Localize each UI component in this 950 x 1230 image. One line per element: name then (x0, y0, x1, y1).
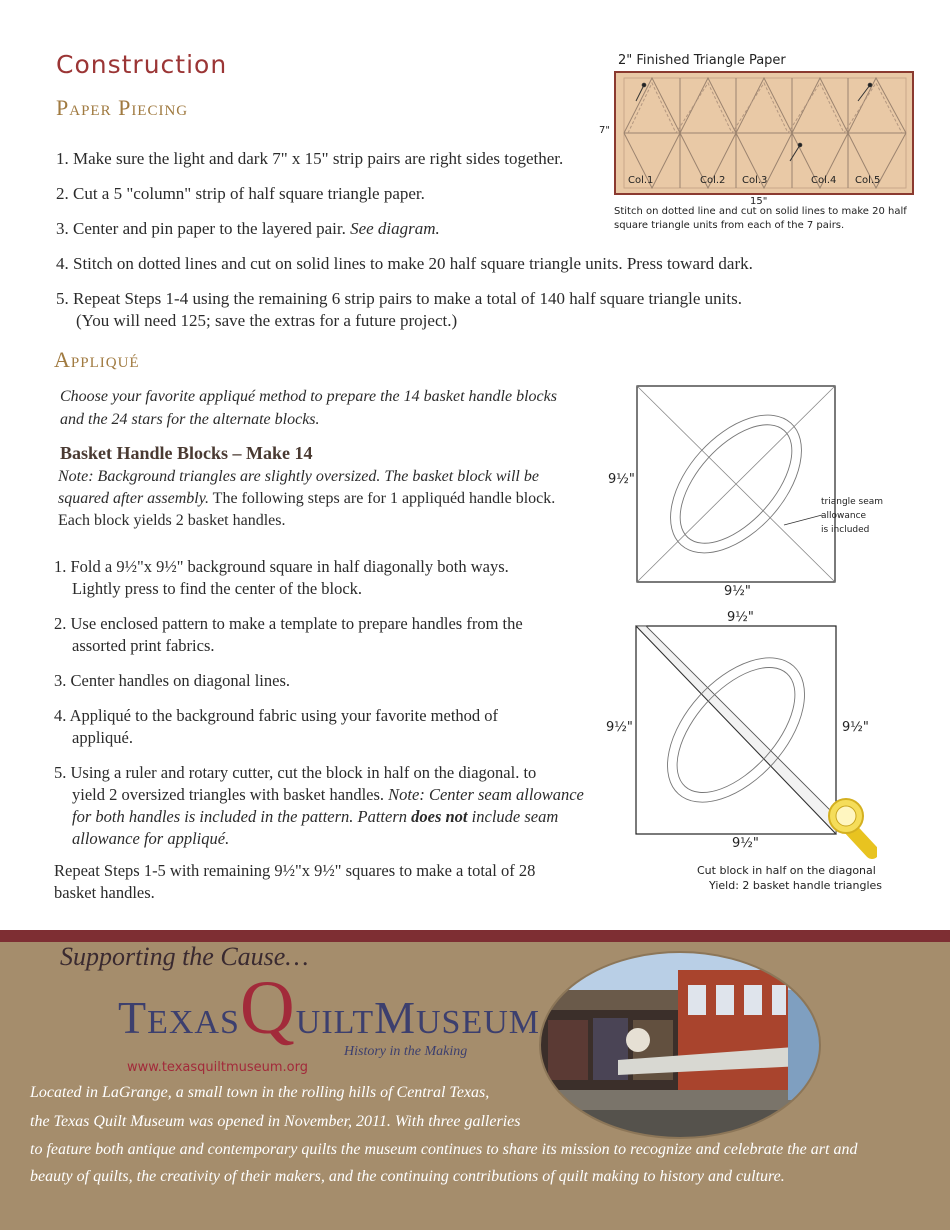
footer-text-line-4: beauty of quilts, the creativity of their makers, and the continuing contributions of quilt making to history and culture. (30, 1168, 785, 1185)
footer-text-line-3: to feature both antique and contemporary quilts the museum continues to share its mission to recognize and celebrate the art and (30, 1141, 858, 1158)
col-label-3: Col.3 (742, 175, 768, 186)
paper-step-4: 4. Stitch on dotted lines and cut on solid lines to make 20 half square triangle units. Press toward dark. (56, 254, 753, 273)
paper-step-5: 5. Repeat Steps 1-4 using the remaining 6 strip pairs to make a total of 140 half square triangle units. (You will need 125; save the extras for a future project.) (56, 289, 742, 330)
triangle-caption: Stitch on dotted line and cut on solid lines to make 20 half square triangle units from each of the 7 pairs. (614, 206, 907, 231)
col-label-5: Col.5 (855, 175, 881, 186)
block1-side-label: 9½" (608, 472, 635, 487)
paper-step-2: 2. Cut a 5 "column" strip of half square triangle paper. (56, 184, 425, 203)
museum-photo (538, 950, 822, 1140)
triangle-paper-title: 2" Finished Triangle Paper (618, 53, 786, 68)
block2-top-label: 9½" (727, 610, 754, 625)
footer-text-line-2: the Texas Quilt Museum was opened in November, 2011. With three galleries (30, 1113, 521, 1130)
footer-bar (0, 930, 950, 942)
basket-handle-title: Basket Handle Blocks – Make 14 (60, 443, 313, 463)
block2-right-label: 9½" (842, 720, 869, 735)
applique-step-1: 1. Fold a 9½"x 9½" background square in half diagonally both ways. Lightly press to find the center of the block. (54, 557, 509, 598)
applique-intro: Choose your favorite appliqué method to prepare the 14 basket handle blocks and the 24 stars for the alternate blocks. (60, 388, 557, 428)
triangle-height-label: 7" (599, 125, 610, 136)
museum-logo: TEXASQUILTMUSEUM (118, 966, 541, 1050)
basket-handle-note: Note: Background triangles are slightly oversized. The basket block will be squared after assembly. The following steps are for 1 appliquéd handle block. Each block yields 2 basket handles. (58, 468, 556, 529)
block2-left-label: 9½" (606, 720, 633, 735)
supporting-heading: Supporting the Cause… (60, 942, 309, 971)
applique-step-5: 5. Using a ruler and rotary cutter, cut the block in half on the diagonal. to yield 2 oversized triangles with basket handles. Note: Center seam allowance for both handles is included in the pattern. Pattern does not include seam allowance for appliqué. (54, 763, 584, 848)
museum-url[interactable]: www.texasquiltmuseum.org (127, 1060, 308, 1075)
applique-step-2: 2. Use enclosed pattern to make a template to prepare handles from the assorted print fabrics. (54, 614, 523, 655)
applique-heading: Appliqué (54, 347, 140, 372)
col-label-1: Col.1 (628, 175, 654, 186)
block1-bottom-label: 9½" (724, 584, 751, 599)
triangle-width-label: 15" (750, 196, 768, 207)
applique-step-3: 3. Center handles on diagonal lines. (54, 671, 290, 690)
col-label-2: Col.2 (700, 175, 726, 186)
paper-step-3: 3. Center and pin paper to the layered pair. See diagram. (56, 219, 440, 238)
repeat-instruction: Repeat Steps 1-5 with remaining 9½"x 9½" squares to make a total of 28 basket handles. (54, 861, 536, 902)
block-diagram-cut (632, 624, 877, 864)
footer-text-line-1: Located in LaGrange, a small town in the rolling hills of Central Texas, (30, 1084, 490, 1101)
block2-caption: Cut block in half on the diagonal Yield: 2 basket handle triangles (697, 864, 883, 892)
block-diagram-fold (636, 385, 838, 585)
paper-piecing-heading: Paper Piecing (56, 95, 189, 120)
page-title: Construction (56, 50, 228, 79)
applique-step-4: 4. Appliqué to the background fabric using your favorite method of appliqué. (54, 706, 499, 747)
col-label-4: Col.4 (811, 175, 837, 186)
block2-bottom-label: 9½" (732, 836, 759, 851)
museum-tagline: History in the Making (344, 1044, 468, 1059)
paper-step-1: 1. Make sure the light and dark 7" x 15" strip pairs are right sides together. (56, 149, 564, 168)
seam-allowance-note: triangle seam allowance is included (821, 497, 884, 535)
